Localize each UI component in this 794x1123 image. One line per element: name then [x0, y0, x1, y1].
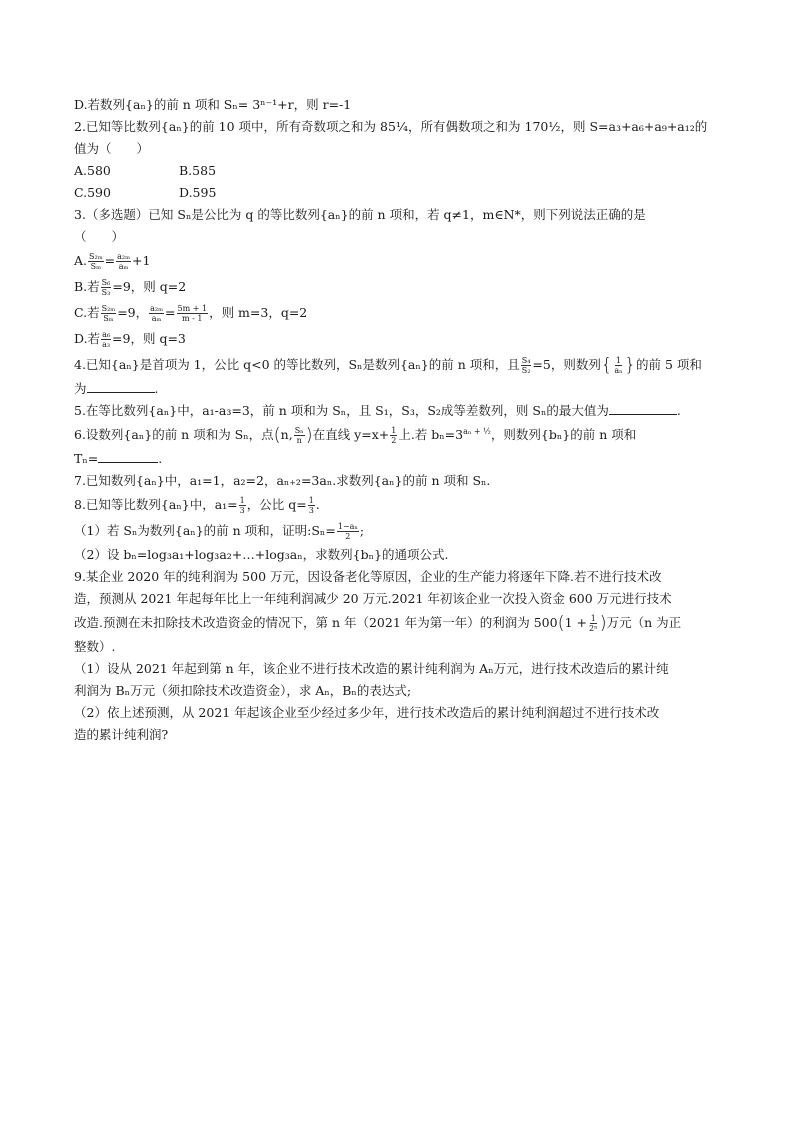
q3-stem-cont: （ ）	[74, 229, 125, 244]
answer-blank[interactable]	[87, 380, 155, 393]
answer-blank[interactable]	[609, 402, 677, 415]
q3-stem: 3.（多选题）已知 Sₙ是公比为 q 的等比数列{aₙ}的前 n 项和，若 q≠1，m∈N*，则下列说法正确的是	[74, 207, 646, 222]
fraction: $\frac{1}{2}$	[391, 426, 397, 445]
q2-stem-cont: 值为（ ）	[74, 141, 150, 156]
q2-options-row1	[74, 160, 724, 182]
q8-stem: 8.已知等比数列{aₙ}中，a₁= $\frac{1}{3}$ ，公比 q= $\frac{1}{3}$ .	[74, 496, 320, 515]
q9-stem-3: 改造.预测在未扣除技术改造资金的情况下，第 n 年（2021 年为第一年）的利润为 500(1 + $\frac{1}{\text{2ⁿ}}$ )万元（n 为正	[74, 612, 682, 634]
q5-stem: 5.在等比数列{aₙ}中，a₁-a₃=3，前 n 项和为 Sₙ，且 S₁，S₃，S₂成等差数列，则 Sₙ的最大值为 .	[74, 403, 681, 418]
line-1d: D.若数列{aₙ}的前 n 项和 Sₙ= 3ⁿ⁻¹+r，则 r=-1	[74, 97, 352, 112]
fraction: $\frac{\text{a₆}}{\text{a₃}}$	[102, 330, 111, 349]
q9-stem-4: 整数）.	[74, 639, 116, 654]
fraction: $\frac{1}{3}$	[308, 496, 314, 515]
q4-stem: 4.已知{aₙ}是首项为 1，公比 q<0 的等比数列，Sₙ是数列{aₙ}的前 n 项和，且 $\frac{\text{S₄}}{\text{S₂}}$ =5，则数列{ $\frac{1}{\text{aₙ}}$ }的前 5 项和	[74, 354, 702, 376]
fraction: $\frac{\text{S₂ₘ}}{\text{Sₘ}}$	[101, 304, 116, 323]
q2-option-b: B.585	[179, 163, 217, 178]
q8-part1: （1）若 Sₙ为数列{aₙ}的前 n 项和，证明:Sₙ= $\frac{\text{1−aₙ}}{2}$ ;	[74, 522, 365, 541]
q2-option-d: D.595	[179, 185, 217, 200]
q2-option-a: A.580	[74, 163, 111, 178]
fraction: $\frac{\text{S₄}}{\text{S₂}}$	[521, 356, 531, 375]
q9-part1: （1）设从 2021 年起到第 n 年，该企业不进行技术改造的累计纯利润为 Aₙ万元，进行技术改造后的累计纯	[74, 661, 669, 676]
q2-stem: 2.已知等比数列{aₙ}的前 10 项中，所有奇数项之和为 85¼，所有偶数项之和为 170½，则 S=a₃+a₆+a₉+a₁₂的	[74, 119, 708, 134]
q9-part1-cont: 利润为 Bₙ万元（须扣除技术改造资金），求 Aₙ，Bₙ的表达式;	[74, 683, 412, 698]
fraction: $\frac{\text{Sₙ}}{n}$	[294, 426, 304, 445]
fraction: $\frac{\text{a₂ₘ}}{\text{aₘ}}$	[150, 304, 164, 323]
q3-option-d: D.若 $\frac{\text{a₆}}{\text{a₃}}$ =9，则 q=3	[74, 330, 186, 349]
q9-stem: 9.某企业 2020 年的纯利润为 500 万元，因设备老化等原因，企业的生产能力将逐年下降.若不进行技术改	[74, 569, 662, 584]
q9-part2: （2）依上述预测，从 2021 年起该企业至少经过多少年，进行技术改造后的累计纯利润超过不进行技术改	[74, 705, 660, 720]
fraction: $\frac{1}{3}$	[239, 496, 245, 515]
q9-part2-cont: 造的累计纯利润?	[74, 727, 169, 742]
q7-stem: 7.已知数列{aₙ}中，a₁=1，a₂=2，aₙ₊₂=3aₙ.求数列{aₙ}的前 n 项和 Sₙ.	[74, 473, 491, 488]
document-page	[74, 94, 724, 746]
fraction: $\frac{5m + 1}{m - 1}$	[177, 304, 208, 323]
q9-stem-2: 造，预测从 2021 年起每年比上一年纯利润减少 20 万元.2021 年初该企业一次投入资金 600 万元进行技术	[74, 591, 672, 606]
q8-part2: （2）设 bₙ=log₃a₁+log₃a₂+…+log₃aₙ，求数列{bₙ}的通项公式.	[74, 547, 449, 562]
q3-option-a: A. $\frac{\text{S₂ₘ}}{\text{Sₘ}}$ = $\frac{\text{a₂ₘ}}{\text{aₘ}}$ +1	[74, 252, 151, 271]
fraction: $\frac{\text{S₂ₘ}}{\text{Sₘ}}$	[89, 252, 103, 271]
q2-options-row2	[74, 182, 724, 204]
fraction: $\frac{\text{1−aₙ}}{2}$	[337, 522, 358, 541]
q6-stem-cont: Tₙ= .	[74, 451, 163, 466]
answer-blank[interactable]	[98, 450, 158, 463]
q3-option-c: C.若 $\frac{\text{S₂ₘ}}{\text{Sₘ}}$ =9， $\frac{\text{a₂ₘ}}{\text{aₘ}}$ = $\frac{5m + 1}{m - 1}$ ，则 m=3，q=2	[74, 304, 308, 323]
fraction: $\frac{1}{\text{aₙ}}$	[614, 356, 623, 375]
q4-stem-cont: 为 .	[74, 381, 159, 396]
fraction: $\frac{\text{S₆}}{\text{S₃}}$	[101, 278, 111, 297]
fraction: $\frac{\text{a₂ₘ}}{\text{aₘ}}$	[117, 252, 130, 271]
fraction: $\frac{1}{\text{2ⁿ}}$	[589, 614, 598, 633]
q2-option-c: C.590	[74, 185, 111, 200]
q6-stem: 6.设数列{aₙ}的前 n 项和为 Sₙ，点(n, $\frac{\text{Sₙ}}{n}$ )在直线 y=x+ $\frac{1}{2}$ 上.若 $b_n=3^{a_n + \frac{1}{2}}$，则数列{bₙ}的前 n 项和	[74, 424, 637, 446]
q3-option-b: B.若 $\frac{\text{S₆}}{\text{S₃}}$ =9，则 q=2	[74, 278, 187, 297]
